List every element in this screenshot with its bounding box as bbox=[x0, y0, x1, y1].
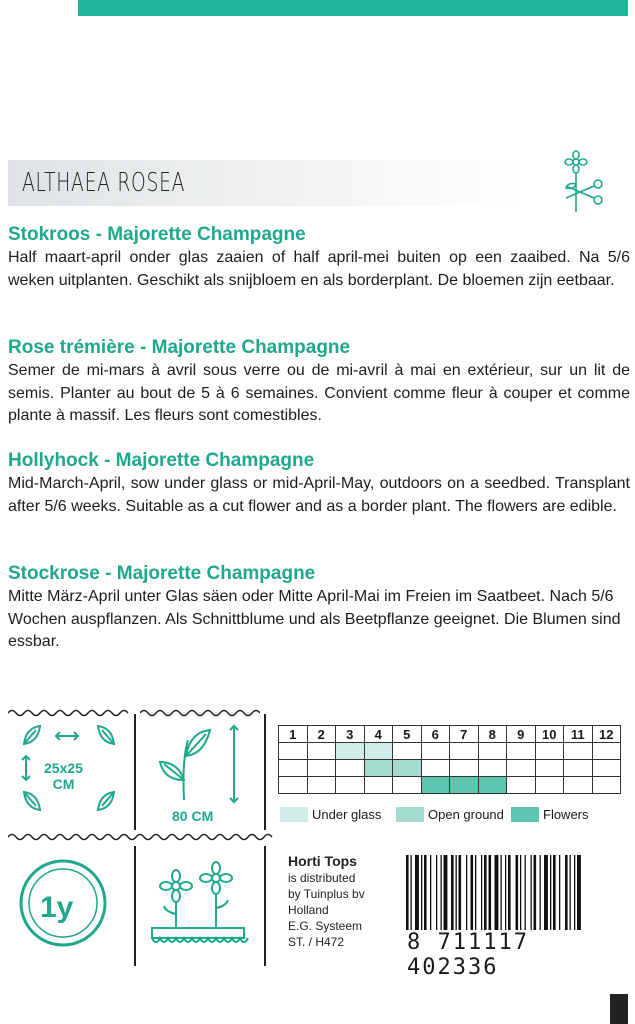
calendar-cell bbox=[535, 743, 564, 760]
calendar-cell bbox=[421, 777, 450, 794]
calendar-month-11: 11 bbox=[564, 726, 593, 743]
calendar-cell bbox=[336, 743, 365, 760]
calendar-cell bbox=[421, 760, 450, 777]
calendar-cell bbox=[336, 777, 365, 794]
calendar-cell bbox=[535, 760, 564, 777]
calendar-month-2: 2 bbox=[307, 726, 336, 743]
section-english bbox=[8, 450, 630, 518]
section-text: Semer de mi-mars à avril sous verre ou de mi-avril à mai en extérieur, sur un lit de semis. Planter au bout de 5 à 6 semaines. Convient comme fleur à couper et comme plante à massif. Les fleurs sont comestibles. bbox=[8, 362, 630, 424]
top-color-bar bbox=[78, 0, 628, 16]
section-dutch bbox=[8, 224, 630, 292]
calendar-cell bbox=[478, 777, 507, 794]
divider-line bbox=[264, 846, 266, 966]
section-german bbox=[8, 563, 630, 654]
legend-swatch bbox=[511, 807, 539, 822]
calendar-cell bbox=[393, 777, 422, 794]
section-title: Stockrose - Majorette Champagne bbox=[8, 563, 316, 584]
wavy-divider bbox=[8, 708, 132, 718]
divider-line bbox=[134, 714, 136, 830]
calendar-cell bbox=[450, 743, 479, 760]
calendar-row-flowers bbox=[279, 777, 621, 794]
calendar-cell bbox=[507, 760, 536, 777]
calendar-month-3: 3 bbox=[336, 726, 365, 743]
legend-swatch bbox=[396, 807, 424, 822]
wavy-divider bbox=[8, 832, 276, 842]
calendar-cell bbox=[364, 760, 393, 777]
legend-open-ground: Open ground bbox=[396, 807, 504, 822]
calendar-cell bbox=[535, 777, 564, 794]
calendar-cell bbox=[478, 760, 507, 777]
calendar-cell bbox=[450, 760, 479, 777]
section-title: Stokroos - Majorette Champagne bbox=[8, 224, 306, 245]
legend-under-glass: Under glass bbox=[280, 807, 381, 822]
section-text: Mid-March-April, sow under glass or mid-April-May, outdoors on a seedbed. Transplant after 5/6 weeks. Suitable as a cut flower and as a border plant. The flowers are edible. bbox=[8, 475, 630, 515]
calendar-cell bbox=[592, 760, 621, 777]
divider-line bbox=[134, 846, 136, 966]
section-french bbox=[8, 337, 630, 428]
calendar-row-open_ground bbox=[279, 760, 621, 777]
calendar-cell bbox=[592, 743, 621, 760]
section-title: Hollyhock - Majorette Champagne bbox=[8, 450, 315, 471]
calendar-cell bbox=[564, 760, 593, 777]
divider-line bbox=[264, 714, 266, 830]
calendar-month-1: 1 bbox=[279, 726, 308, 743]
calendar-month-4: 4 bbox=[364, 726, 393, 743]
calendar-cell bbox=[364, 743, 393, 760]
calendar-month-12: 12 bbox=[592, 726, 621, 743]
calendar-month-5: 5 bbox=[393, 726, 422, 743]
legend-flowers: Flowers bbox=[511, 807, 589, 822]
calendar-cell bbox=[592, 777, 621, 794]
height-label: 80 CM bbox=[172, 808, 214, 824]
calendar-month-7: 7 bbox=[450, 726, 479, 743]
calendar-cell bbox=[279, 743, 308, 760]
distributor-info: Horti Tops is distributed by Tuinplus bv Holland E.G. Systeem ST. / H472 bbox=[288, 853, 365, 949]
registration-mark bbox=[610, 994, 628, 1024]
flower-scissors-icon bbox=[556, 150, 606, 216]
calendar-cell bbox=[393, 760, 422, 777]
calendar-cell bbox=[279, 777, 308, 794]
section-title: Rose trémière - Majorette Champagne bbox=[8, 337, 351, 358]
latin-name: ALTHAEA ROSEA bbox=[22, 168, 186, 198]
plant-height-icon bbox=[156, 722, 246, 806]
calendar-month-8: 8 bbox=[478, 726, 507, 743]
sowing-calendar bbox=[278, 725, 621, 794]
calendar-cell bbox=[421, 743, 450, 760]
calendar-cell bbox=[307, 743, 336, 760]
calendar-cell bbox=[478, 743, 507, 760]
lifecycle-label: 1y bbox=[40, 891, 74, 924]
calendar-table bbox=[278, 725, 621, 794]
flowers-in-tray-icon bbox=[146, 856, 250, 952]
spacing-label: 25x25 CM bbox=[44, 760, 83, 792]
calendar-cell bbox=[279, 760, 308, 777]
calendar-month-9: 9 bbox=[507, 726, 536, 743]
barcode-number: 8 711117 402336 bbox=[404, 930, 635, 980]
calendar-row-under_glass bbox=[279, 743, 621, 760]
legend-swatch bbox=[280, 807, 308, 822]
calendar-month-6: 6 bbox=[421, 726, 450, 743]
calendar-cell bbox=[564, 777, 593, 794]
calendar-cell bbox=[307, 777, 336, 794]
calendar-cell bbox=[364, 777, 393, 794]
calendar-cell bbox=[507, 777, 536, 794]
calendar-cell bbox=[507, 743, 536, 760]
section-text: Mitte März-April unter Glas säen oder Mitte April-Mai im Freien im Saatbeet. Nach 5/6 Wochen auspflanzen. Als Schnittblume und als Beetpflanze geeignet. Die Blumen sind essbar. bbox=[8, 588, 621, 650]
calendar-cell bbox=[307, 760, 336, 777]
section-text: Half maart-april onder glas zaaien of half april-mei buiten op een zaaibed. Na 5/6 weken uitplanten. Geschikt als snijbloem en als borderplant. De bloemen zijn eetbaar. bbox=[8, 249, 630, 289]
calendar-cell bbox=[564, 743, 593, 760]
calendar-cell bbox=[393, 743, 422, 760]
wavy-divider bbox=[140, 708, 260, 718]
calendar-month-10: 10 bbox=[535, 726, 564, 743]
calendar-cell bbox=[336, 760, 365, 777]
calendar-cell bbox=[450, 777, 479, 794]
